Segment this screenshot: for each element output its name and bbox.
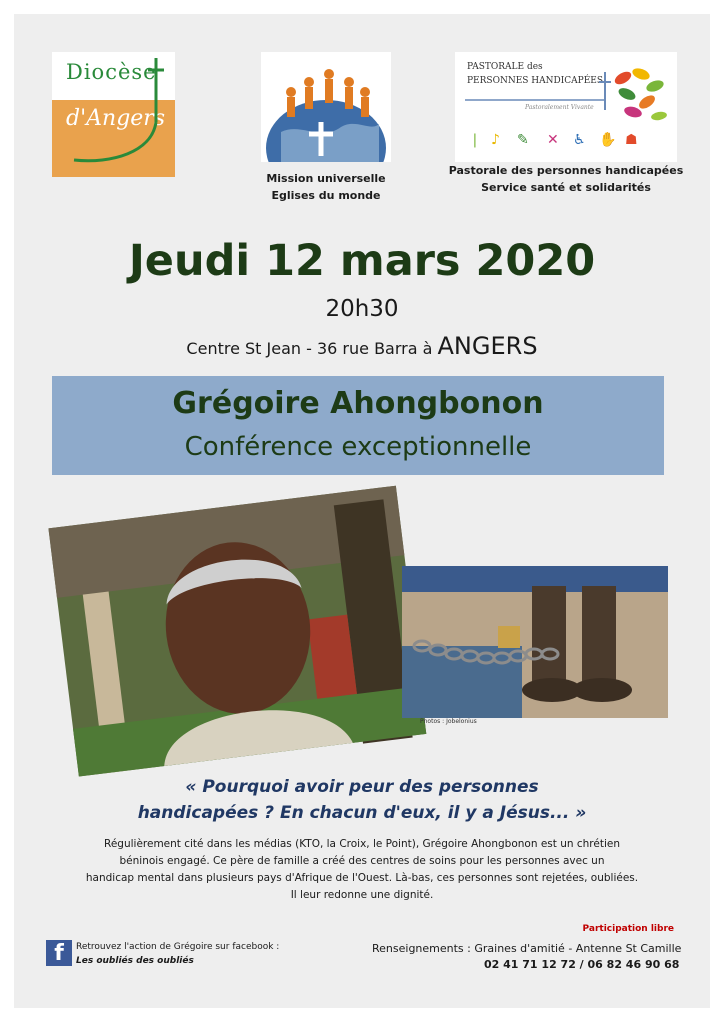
pastorale-caption-line1: Pastorale des personnes handicapées	[448, 164, 684, 177]
svg-text:♪: ♪	[491, 132, 500, 148]
tree-leaves-icon	[455, 52, 677, 162]
description-line: béninois engagé. Ce père de famille a créé des centres de soins pour les personnes avec un	[119, 855, 605, 867]
diocese-logo	[52, 52, 175, 177]
svg-text:♿: ♿	[573, 132, 586, 148]
pastorale-logo-line1: PASTORALE des	[467, 62, 543, 72]
speaker-subtitle: Conférence exceptionnelle	[184, 432, 532, 462]
renseignements: Renseignements : Graines d'amitié - Antenne St Camille	[372, 942, 682, 955]
speaker-portrait-photo	[48, 478, 428, 778]
pastorale-caption	[426, 162, 706, 196]
facebook-page-name: Les oubliés des oubliés	[76, 956, 194, 966]
event-address: Centre St Jean - 36 rue Barra à	[186, 339, 433, 358]
pastorale-logo-line3: Pastoralement Vivante	[525, 104, 594, 111]
pastorale-caption-line2: Service santé et solidarités	[481, 181, 651, 194]
phone-numbers: 02 41 71 12 72 / 06 82 46 90 68	[484, 958, 680, 971]
speaker-banner	[52, 376, 664, 475]
svg-text:☗: ☗	[625, 132, 638, 148]
description	[62, 836, 662, 904]
event-time: 20h30	[325, 296, 399, 322]
poster	[14, 14, 710, 1008]
quote-line2: handicapées ? En chacun d'eux, il y a Jésus... »	[137, 803, 587, 823]
pastorale-logo-line2: PERSONNES HANDICAPÉES	[467, 76, 604, 86]
svg-text:✕: ✕	[547, 132, 559, 148]
speaker-name: Grégoire Ahongbonon	[172, 386, 544, 421]
description-line: handicap mental dans plusieurs pays d'Afrique de l'Ouest. Là-bas, ces personnes sont rejetées, oubliées.	[85, 872, 639, 884]
description-line: Il leur redonne une dignité.	[290, 889, 434, 901]
event-place	[14, 332, 710, 360]
mission-globe-logo	[261, 52, 391, 162]
svg-text:❘: ❘	[469, 132, 481, 148]
event-city: ANGERS	[437, 332, 538, 360]
diocese-logo-line1: Diocèse	[66, 60, 157, 84]
photo-credit: Photos : Jobelonius	[420, 718, 477, 725]
svg-text:✎: ✎	[517, 132, 529, 148]
event-date: Jeudi 12 mars 2020	[128, 236, 596, 286]
mission-caption	[261, 170, 391, 204]
diocese-logo-line2: d'Angers	[66, 106, 166, 131]
quote-line1: « Pourquoi avoir peur des personnes	[185, 777, 539, 797]
mission-caption-line1: Mission universelle	[266, 172, 386, 185]
padlock-icon	[498, 626, 520, 648]
facebook-text	[76, 940, 279, 968]
pastorale-logo	[455, 52, 677, 162]
participation-label: Participation libre	[582, 924, 674, 934]
quote	[14, 774, 710, 826]
facebook-line1: Retrouvez l'action de Grégoire sur facebook :	[76, 942, 280, 952]
mission-caption-line2: Eglises du monde	[271, 189, 381, 202]
cross-swirl-icon	[52, 52, 175, 177]
facebook-icon[interactable]: f	[46, 940, 72, 966]
svg-text:✋: ✋	[599, 132, 617, 148]
description-line: Régulièrement cité dans les médias (KTO, la Croix, le Point), Grégoire Ahongbonon est un chrétien	[104, 838, 620, 850]
chained-feet-photo	[402, 566, 668, 718]
